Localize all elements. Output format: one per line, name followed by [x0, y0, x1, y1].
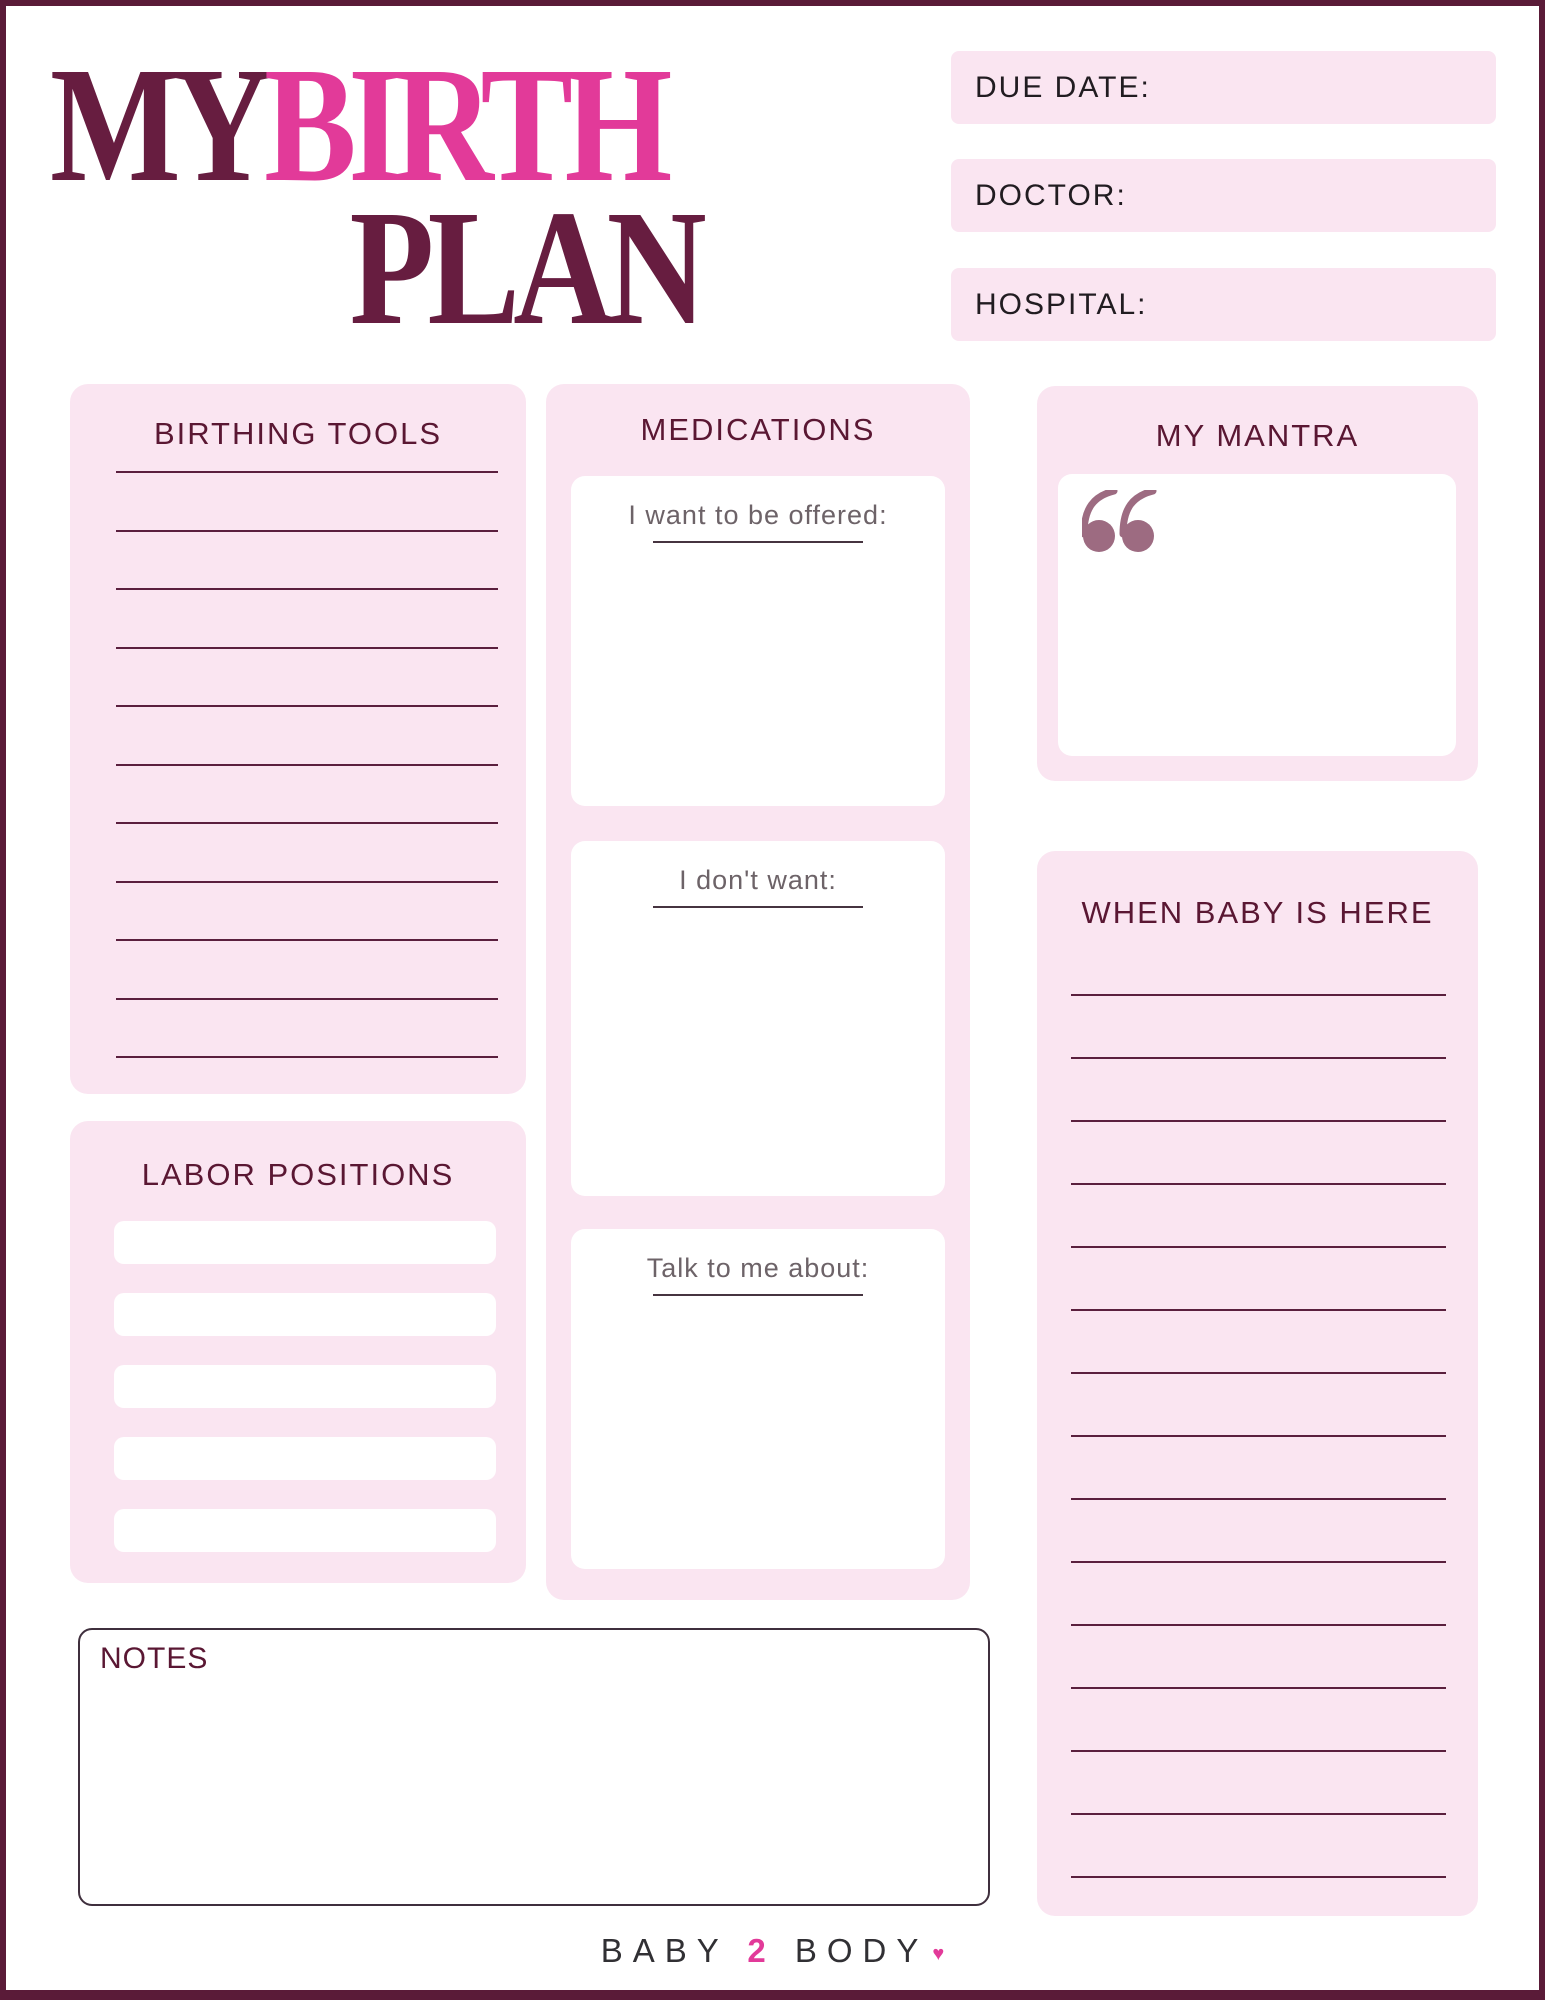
label-underline [653, 906, 863, 908]
birthing-tools-card [70, 384, 526, 1094]
medications-offered-box[interactable] [571, 476, 945, 806]
ruled-line[interactable] [1071, 1309, 1446, 1311]
hospital-field[interactable] [951, 268, 1496, 341]
medications-card [546, 384, 970, 1600]
notes-box[interactable] [78, 1628, 990, 1906]
when-baby-lines [1071, 994, 1446, 1939]
when-baby-is-here-card [1037, 851, 1478, 1916]
ruled-line[interactable] [116, 881, 498, 883]
medications-offered-label: I want to be offered: [628, 500, 888, 530]
ruled-line[interactable] [1071, 1183, 1446, 1185]
medications-title: MEDICATIONS [640, 412, 876, 447]
label-underline [653, 541, 863, 543]
medications-dont-want-box[interactable] [571, 841, 945, 1196]
due-date-label: DUE DATE: [975, 70, 1151, 104]
label-underline [653, 1294, 863, 1296]
page-title [50, 33, 700, 359]
ruled-line[interactable] [1071, 1624, 1446, 1626]
my-mantra-title: MY MANTRA [1155, 418, 1360, 453]
my-mantra-box[interactable] [1058, 474, 1456, 756]
labor-position-input[interactable] [114, 1221, 496, 1264]
ruled-line[interactable] [1071, 1372, 1446, 1374]
ruled-line[interactable] [116, 822, 498, 824]
ruled-line[interactable] [116, 998, 498, 1000]
ruled-line[interactable] [116, 647, 498, 649]
birthing-tools-lines [116, 471, 498, 1115]
my-mantra-card [1037, 386, 1478, 781]
hospital-label: HOSPITAL: [975, 287, 1148, 321]
labor-position-input[interactable] [114, 1365, 496, 1408]
medications-talk-about-box[interactable] [571, 1229, 945, 1569]
labor-positions-card [70, 1121, 526, 1583]
labor-positions-title: LABOR POSITIONS [141, 1157, 455, 1192]
ruled-line[interactable] [1071, 1246, 1446, 1248]
brand-body: BODY [794, 1932, 929, 1969]
ruled-line[interactable] [1071, 994, 1446, 996]
birthing-tools-title: BIRTHING TOOLS [153, 416, 443, 451]
open-quote-icon [1082, 490, 1160, 559]
labor-position-input[interactable] [114, 1509, 496, 1552]
ruled-line[interactable] [1071, 1057, 1446, 1059]
ruled-line[interactable] [1071, 1813, 1446, 1815]
ruled-line[interactable] [116, 764, 498, 766]
ruled-line[interactable] [116, 588, 498, 590]
ruled-line[interactable] [1071, 1750, 1446, 1752]
ruled-line[interactable] [1071, 1120, 1446, 1122]
ruled-line[interactable] [116, 705, 498, 707]
ruled-line[interactable] [116, 530, 498, 532]
ruled-line[interactable] [1071, 1498, 1446, 1500]
ruled-line[interactable] [116, 939, 498, 941]
ruled-line[interactable] [116, 471, 498, 473]
medications-talk-about-label: Talk to me about: [646, 1253, 870, 1283]
title-plan: PLAN [349, 176, 700, 359]
when-baby-is-here-title: WHEN BABY IS HERE [1081, 895, 1434, 930]
title-my: MY [50, 33, 265, 216]
title-birth: BIRTH [264, 33, 664, 216]
ruled-line[interactable] [1071, 1435, 1446, 1437]
heart-icon: ♥ [932, 1943, 945, 1965]
ruled-line[interactable] [1071, 1876, 1446, 1878]
ruled-line[interactable] [1071, 1561, 1446, 1563]
labor-positions-slots [114, 1221, 496, 1581]
due-date-field[interactable] [951, 51, 1496, 124]
medications-dont-want-label: I don't want: [679, 865, 837, 895]
brand-baby: BABY [600, 1932, 729, 1969]
doctor-label: DOCTOR: [975, 178, 1127, 212]
brand-two: 2 [747, 1932, 776, 1969]
labor-position-input[interactable] [114, 1437, 496, 1480]
notes-title: NOTES [100, 1642, 209, 1675]
labor-position-input[interactable] [114, 1293, 496, 1336]
doctor-field[interactable] [951, 159, 1496, 232]
ruled-line[interactable] [1071, 1687, 1446, 1689]
brand-footer [6, 1932, 1539, 1970]
ruled-line[interactable] [116, 1056, 498, 1058]
